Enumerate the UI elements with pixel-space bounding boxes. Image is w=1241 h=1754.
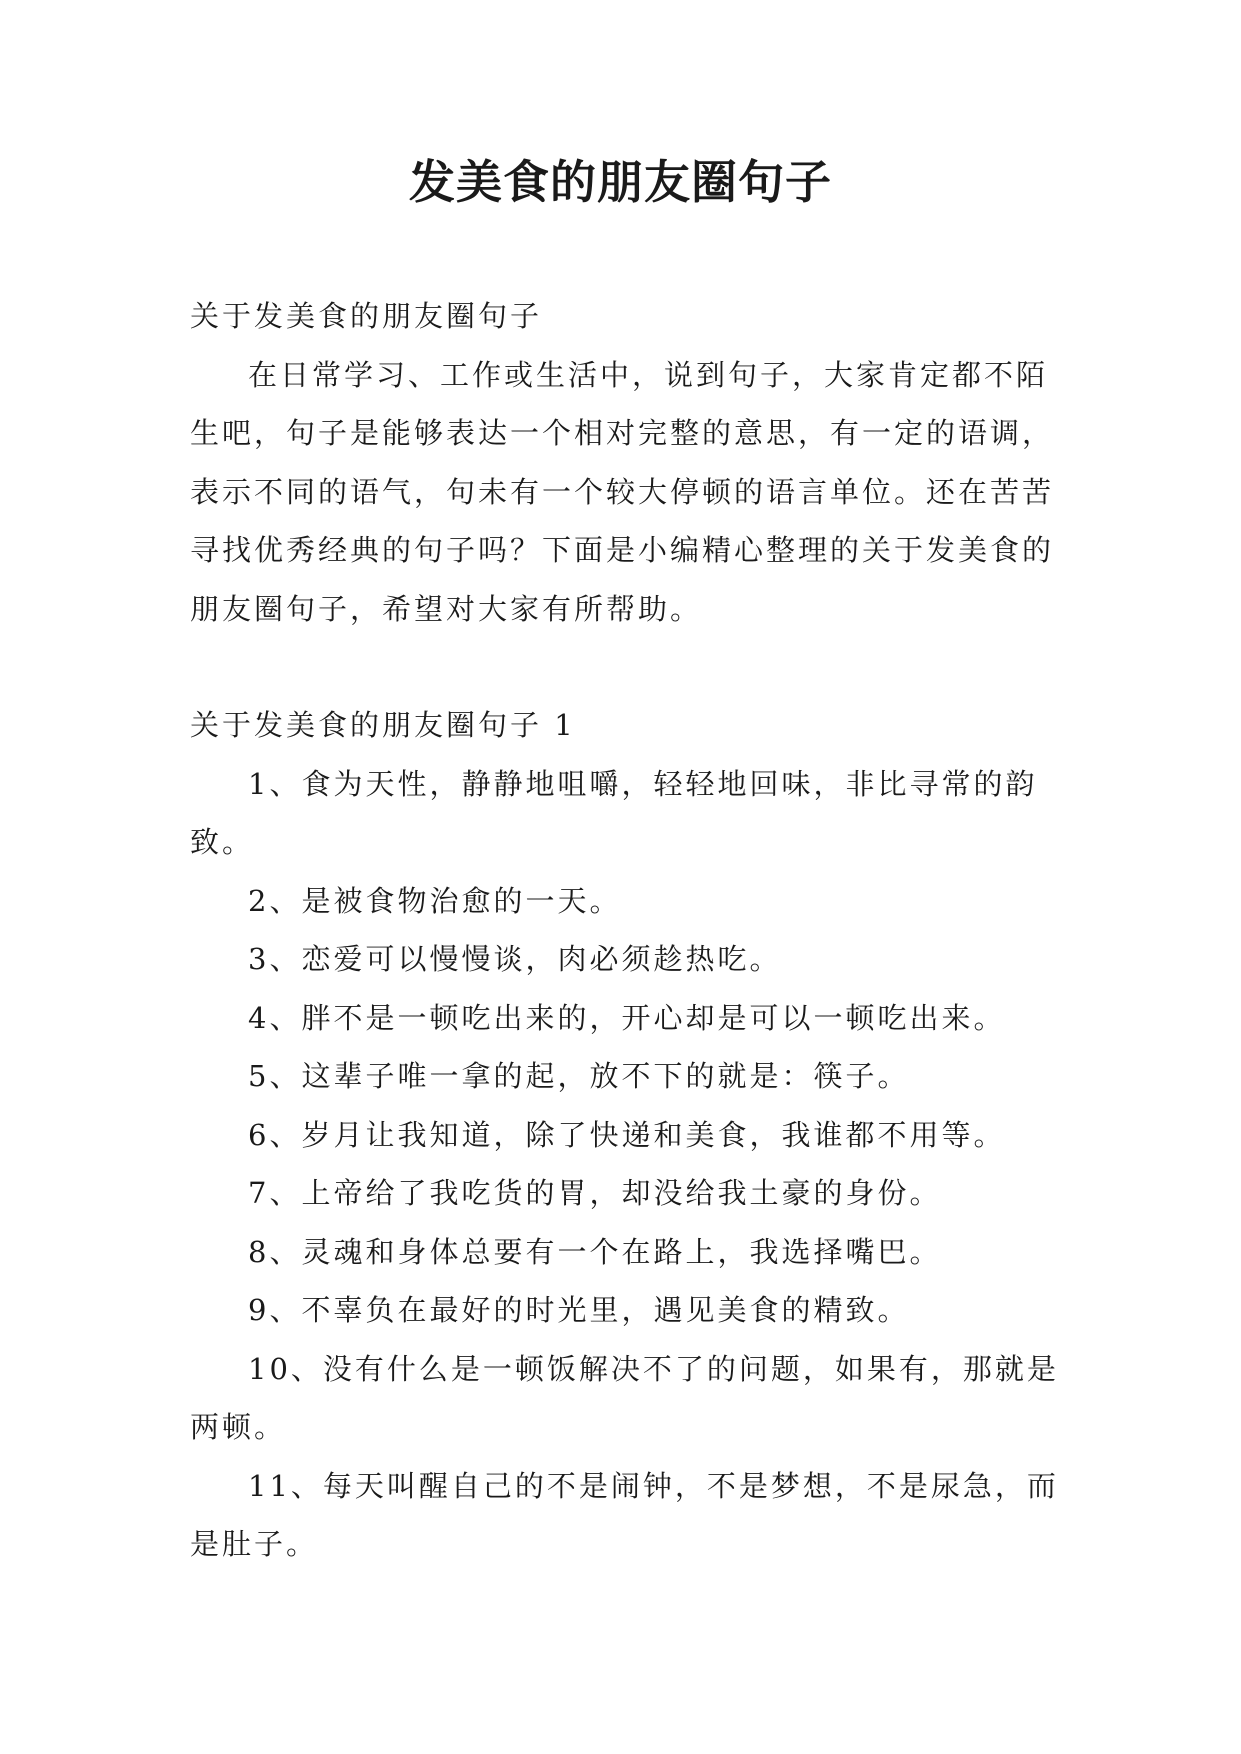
list-item: 4、胖不是一顿吃出来的，开心却是可以一顿吃出来。	[248, 1000, 1006, 1035]
list-item: 2、是被食物治愈的一天。	[248, 883, 622, 918]
document-title: 发美食的朋友圈句子	[409, 155, 832, 209]
list-item: 11、每天叫醒自己的不是闹钟，不是梦想，不是尿急，而是肚子。	[190, 1468, 1059, 1561]
section-heading: 关于发美食的朋友圈句子 1	[190, 708, 576, 742]
list-item: 5、这辈子唯一拿的起，放不下的就是：筷子。	[248, 1059, 910, 1093]
intro-heading: 关于发美食的朋友圈句子	[190, 299, 543, 333]
list-item: 9、不辜负在最好的时光里，遇见美食的精致。	[248, 1293, 910, 1327]
list-item: 3、恋爱可以慢慢谈，肉必须趁热吃。	[248, 942, 782, 976]
list-item: 1、食为天性，静静地咀嚼，轻轻地回味，非比寻常的韵致。	[190, 766, 1038, 859]
list-item: 6、岁月让我知道，除了快递和美食，我谁都不用等。	[248, 1117, 1006, 1152]
list-item: 8、灵魂和身体总要有一个在路上，我选择嘴巴。	[248, 1234, 942, 1269]
list-item: 10、没有什么是一顿饭解决不了的问题，如果有，那就是两顿。	[190, 1351, 1059, 1444]
document-body	[190, 287, 1060, 1574]
intro-paragraph: 在日常学习、工作或生活中，说到句子，大家肯定都不陌生吧，句子是能够表达一个相对完整的意思，有一定的语调，表示不同的语气，句未有一个较大停顿的语言单位。还在苦苦寻找优秀经典的句子吗？下面是小编精心整理的关于发美食的朋友圈句子，希望对大家有所帮助。	[190, 357, 1055, 626]
list-item: 7、上帝给了我吃货的胃，却没给我土豪的身份。	[248, 1176, 942, 1210]
